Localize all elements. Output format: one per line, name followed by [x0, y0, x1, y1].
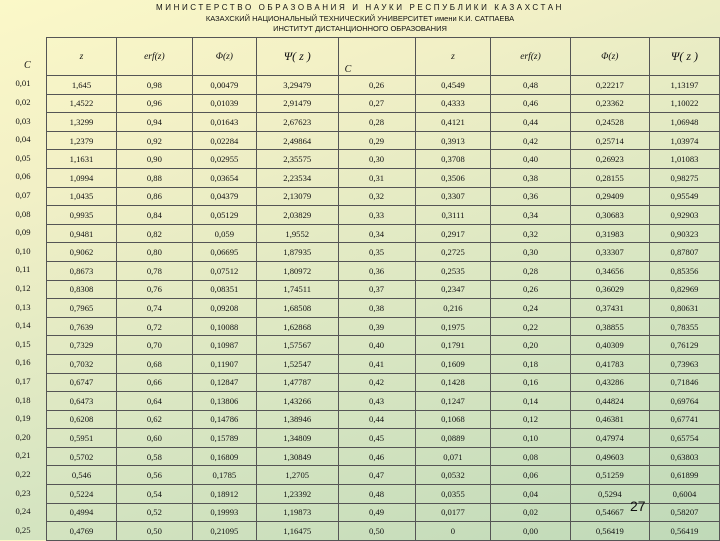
cell-phi2: 0,25714: [570, 131, 649, 150]
table-row: [47, 503, 720, 522]
cell-z: 0,5951: [47, 429, 117, 448]
c-value: 0,16: [15, 357, 31, 368]
cell-phi: 0,13806: [192, 392, 256, 411]
cell-psi: 1,68508: [256, 299, 338, 318]
cell-erf2: 0,10: [491, 429, 570, 448]
cell-erf: 0,92: [116, 131, 192, 150]
cell-z: 0,546: [47, 466, 117, 485]
cell-z: 1,0994: [47, 168, 117, 187]
cell-phi2: 0,43286: [570, 373, 649, 392]
cell-phi2: 0,37431: [570, 299, 649, 318]
cell-erf: 0,64: [116, 392, 192, 411]
cell-z2: 0,4549: [415, 76, 491, 95]
cell-c2: 0,39: [338, 317, 415, 336]
cell-phi: 0,07512: [192, 261, 256, 280]
cell-erf: 0,86: [116, 187, 192, 206]
table-row: [47, 410, 720, 429]
cell-psi2: 1,06948: [649, 113, 719, 132]
table-row: [47, 168, 720, 187]
cell-z2: 0: [415, 522, 491, 541]
cell-psi: 1,16475: [256, 522, 338, 541]
page-number: 27: [630, 498, 646, 514]
cell-erf2: 0,20: [491, 336, 570, 355]
cell-z: 1,645: [47, 76, 117, 95]
cell-phi2: 0,33307: [570, 243, 649, 262]
cell-z: 0,8308: [47, 280, 117, 299]
cell-psi2: 0,73963: [649, 354, 719, 373]
cell-erf2: 0,38: [491, 168, 570, 187]
cell-z2: 0,0889: [415, 429, 491, 448]
c-value: 0,21: [15, 450, 31, 461]
cell-psi: 1,19873: [256, 503, 338, 522]
table-row: [47, 187, 720, 206]
table-row: [47, 429, 720, 448]
cell-c2: 0,41: [338, 354, 415, 373]
cell-z2: 0,2725: [415, 243, 491, 262]
cell-c2: 0,28: [338, 113, 415, 132]
header-z-2: z: [415, 38, 491, 76]
cell-c2: 0,29: [338, 131, 415, 150]
c-value: 0,11: [15, 264, 31, 275]
cell-erf: 0,66: [116, 373, 192, 392]
cell-z2: 0,1791: [415, 336, 491, 355]
cell-c2: 0,43: [338, 392, 415, 411]
cell-psi2: 0,78355: [649, 317, 719, 336]
cell-phi: 0,10088: [192, 317, 256, 336]
header-psi-2: Ψ( z ): [649, 38, 719, 76]
cell-z: 0,7965: [47, 299, 117, 318]
cell-z: 0,9935: [47, 206, 117, 225]
table-row: [47, 224, 720, 243]
cell-z2: 0,0532: [415, 466, 491, 485]
cell-psi2: 1,03974: [649, 131, 719, 150]
cell-c2: 0,50: [338, 522, 415, 541]
cell-c2: 0,35: [338, 243, 415, 262]
cell-c2: 0,38: [338, 299, 415, 318]
institute-title: ИНСТИТУТ ДИСТАНЦИОННОГО ОБРАЗОВАНИЯ: [273, 24, 447, 33]
c-value: 0,08: [15, 208, 31, 219]
cell-z2: 0,2917: [415, 224, 491, 243]
cell-erf: 0,56: [116, 466, 192, 485]
cell-erf: 0,58: [116, 447, 192, 466]
cell-erf: 0,68: [116, 354, 192, 373]
cell-erf2: 0,12: [491, 410, 570, 429]
table-row: [47, 373, 720, 392]
cell-z2: 0,2347: [415, 280, 491, 299]
cell-erf2: 0,02: [491, 503, 570, 522]
cell-erf: 0,50: [116, 522, 192, 541]
cell-z: 1,4522: [47, 94, 117, 113]
header-psi: Ψ( z ): [256, 38, 338, 76]
cell-erf: 0,98: [116, 76, 192, 95]
cell-phi2: 0,5294: [570, 485, 649, 504]
cell-erf2: 0,48: [491, 76, 570, 95]
table-row: [47, 150, 720, 169]
cell-erf: 0,70: [116, 336, 192, 355]
cell-erf2: 0,14: [491, 392, 570, 411]
cell-psi2: 0,76129: [649, 336, 719, 355]
cell-psi2: 0,6004: [649, 485, 719, 504]
cell-phi: 0,18912: [192, 485, 256, 504]
cell-psi: 1,2705: [256, 466, 338, 485]
cell-psi: 1,34809: [256, 429, 338, 448]
cell-c2: 0,33: [338, 206, 415, 225]
cell-erf: 0,94: [116, 113, 192, 132]
cell-phi2: 0,56419: [570, 522, 649, 541]
cell-z2: 0,0177: [415, 503, 491, 522]
cell-z2: 0,3708: [415, 150, 491, 169]
function-table: [46, 37, 720, 541]
cell-psi: 1,62868: [256, 317, 338, 336]
cell-phi: 0,14786: [192, 410, 256, 429]
cell-psi2: 0,80631: [649, 299, 719, 318]
table-header-row: [47, 38, 720, 76]
cell-z2: 0,071: [415, 447, 491, 466]
cell-z2: 0,216: [415, 299, 491, 318]
cell-z: 1,2379: [47, 131, 117, 150]
table-row: [47, 206, 720, 225]
cell-z2: 0,3913: [415, 131, 491, 150]
c-value: 0,19: [15, 413, 31, 424]
cell-phi: 0,01643: [192, 113, 256, 132]
cell-c2: 0,26: [338, 76, 415, 95]
cell-psi2: 0,69764: [649, 392, 719, 411]
cell-psi2: 0,98275: [649, 168, 719, 187]
cell-erf: 0,76: [116, 280, 192, 299]
cell-phi2: 0,22217: [570, 76, 649, 95]
cell-z: 0,6473: [47, 392, 117, 411]
cell-psi: 2,35575: [256, 150, 338, 169]
cell-psi: 2,91479: [256, 94, 338, 113]
cell-phi: 0,08351: [192, 280, 256, 299]
cell-phi: 0,19993: [192, 503, 256, 522]
table-row: [47, 522, 720, 541]
cell-psi2: 0,65754: [649, 429, 719, 448]
cell-c2: 0,31: [338, 168, 415, 187]
cell-erf: 0,96: [116, 94, 192, 113]
table-row: [47, 317, 720, 336]
cell-erf: 0,62: [116, 410, 192, 429]
cell-psi2: 0,56419: [649, 522, 719, 541]
cell-z2: 0,3111: [415, 206, 491, 225]
cell-c2: 0,36: [338, 261, 415, 280]
cell-erf2: 0,06: [491, 466, 570, 485]
cell-phi: 0,00479: [192, 76, 256, 95]
cell-c2: 0,40: [338, 336, 415, 355]
cell-erf: 0,52: [116, 503, 192, 522]
cell-phi2: 0,49603: [570, 447, 649, 466]
cell-psi: 2,13079: [256, 187, 338, 206]
cell-erf: 0,80: [116, 243, 192, 262]
cell-z: 0,4994: [47, 503, 117, 522]
table-row: [47, 113, 720, 132]
cell-z2: 0,1068: [415, 410, 491, 429]
cell-erf2: 0,44: [491, 113, 570, 132]
cell-phi: 0,03654: [192, 168, 256, 187]
c-value: 0,02: [15, 96, 31, 107]
cell-erf2: 0,00: [491, 522, 570, 541]
cell-psi: 2,67623: [256, 113, 338, 132]
cell-psi: 1,52547: [256, 354, 338, 373]
table-row: [47, 299, 720, 318]
ministry-title: МИНИСТЕРСТВО ОБРАЗОВАНИЯ И НАУКИ РЕСПУБЛИКИ КАЗАХСТАН: [155, 3, 565, 12]
cell-phi2: 0,28155: [570, 168, 649, 187]
c-column-header: C: [24, 60, 31, 71]
cell-c2: 0,45: [338, 429, 415, 448]
table-row: [47, 336, 720, 355]
table-row: [47, 392, 720, 411]
table-row: [47, 466, 720, 485]
cell-z: 1,3299: [47, 113, 117, 132]
cell-phi2: 0,31983: [570, 224, 649, 243]
cell-psi: 1,38946: [256, 410, 338, 429]
cell-psi: 3,29479: [256, 76, 338, 95]
cell-z2: 0,4121: [415, 113, 491, 132]
cell-erf2: 0,46: [491, 94, 570, 113]
cell-psi2: 0,58207: [649, 503, 719, 522]
cell-phi: 0,05129: [192, 206, 256, 225]
cell-z: 0,6747: [47, 373, 117, 392]
cell-psi2: 0,61899: [649, 466, 719, 485]
cell-phi2: 0,54667: [570, 503, 649, 522]
c-value: 0,07: [15, 189, 31, 200]
cell-z: 0,7639: [47, 317, 117, 336]
cell-erf: 0,82: [116, 224, 192, 243]
cell-psi: 1,74511: [256, 280, 338, 299]
cell-z: 0,9062: [47, 243, 117, 262]
header-erf-2: erf(z): [491, 38, 570, 76]
cell-erf: 0,84: [116, 206, 192, 225]
c-value: 0,14: [15, 320, 31, 331]
c-value: 0,22: [15, 468, 31, 479]
cell-phi2: 0,41783: [570, 354, 649, 373]
cell-phi2: 0,34656: [570, 261, 649, 280]
cell-psi: 1,30849: [256, 447, 338, 466]
table-row: [47, 76, 720, 95]
cell-z2: 0,3506: [415, 168, 491, 187]
cell-c2: 0,49: [338, 503, 415, 522]
cell-erf2: 0,24: [491, 299, 570, 318]
cell-phi2: 0,24528: [570, 113, 649, 132]
cell-z2: 0,1247: [415, 392, 491, 411]
cell-phi2: 0,29409: [570, 187, 649, 206]
cell-erf2: 0,36: [491, 187, 570, 206]
cell-phi: 0,12847: [192, 373, 256, 392]
cell-erf2: 0,30: [491, 243, 570, 262]
cell-c2: 0,42: [338, 373, 415, 392]
header-phi-2: Φ(z): [570, 38, 649, 76]
cell-phi2: 0,36029: [570, 280, 649, 299]
header-phi: Φ(z): [192, 38, 256, 76]
cell-psi: 2,49864: [256, 131, 338, 150]
cell-z: 0,9481: [47, 224, 117, 243]
c-value: 0,18: [15, 394, 31, 405]
cell-phi: 0,16809: [192, 447, 256, 466]
cell-psi2: 0,92903: [649, 206, 719, 225]
cell-psi: 1,57567: [256, 336, 338, 355]
cell-phi2: 0,30683: [570, 206, 649, 225]
cell-erf2: 0,42: [491, 131, 570, 150]
c-value: 0,15: [15, 338, 31, 349]
cell-psi: 1,80972: [256, 261, 338, 280]
cell-z: 0,5224: [47, 485, 117, 504]
cell-z2: 0,0355: [415, 485, 491, 504]
cell-psi2: 1,13197: [649, 76, 719, 95]
cell-z2: 0,1975: [415, 317, 491, 336]
table-row: [47, 485, 720, 504]
cell-phi2: 0,40309: [570, 336, 649, 355]
cell-phi2: 0,26923: [570, 150, 649, 169]
cell-psi: 1,87935: [256, 243, 338, 262]
c-value: 0,24: [15, 506, 31, 517]
table-row: [47, 94, 720, 113]
cell-z2: 0,1609: [415, 354, 491, 373]
c-value: 0,17: [15, 375, 31, 386]
cell-erf2: 0,34: [491, 206, 570, 225]
table-row: [47, 280, 720, 299]
cell-z: 0,8673: [47, 261, 117, 280]
table-row: [47, 447, 720, 466]
cell-erf2: 0,08: [491, 447, 570, 466]
cell-psi2: 0,63803: [649, 447, 719, 466]
cell-phi2: 0,44824: [570, 392, 649, 411]
cell-psi2: 0,71846: [649, 373, 719, 392]
c-value: 0,05: [15, 152, 31, 163]
c-value: 0,01: [15, 78, 31, 89]
cell-phi: 0,11907: [192, 354, 256, 373]
cell-c2: 0,44: [338, 410, 415, 429]
table-row: [47, 243, 720, 262]
cell-psi2: 0,82969: [649, 280, 719, 299]
cell-erf2: 0,16: [491, 373, 570, 392]
cell-z: 1,0435: [47, 187, 117, 206]
c-column-left: [0, 37, 46, 540]
cell-c2: 0,47: [338, 466, 415, 485]
cell-phi: 0,04379: [192, 187, 256, 206]
cell-psi2: 1,01083: [649, 150, 719, 169]
c-value: 0,12: [15, 282, 31, 293]
cell-erf: 0,54: [116, 485, 192, 504]
table-row: [47, 131, 720, 150]
cell-psi2: 1,10022: [649, 94, 719, 113]
cell-c2: 0,37: [338, 280, 415, 299]
cell-psi: 2,03829: [256, 206, 338, 225]
cell-z2: 0,4333: [415, 94, 491, 113]
cell-erf2: 0,04: [491, 485, 570, 504]
cell-erf: 0,74: [116, 299, 192, 318]
cell-erf: 0,90: [116, 150, 192, 169]
cell-psi2: 0,90323: [649, 224, 719, 243]
cell-phi2: 0,51259: [570, 466, 649, 485]
header-c-2: C: [338, 38, 415, 76]
cell-phi2: 0,23362: [570, 94, 649, 113]
cell-psi2: 0,95549: [649, 187, 719, 206]
cell-z: 1,1631: [47, 150, 117, 169]
cell-psi: 2,23534: [256, 168, 338, 187]
cell-c2: 0,27: [338, 94, 415, 113]
cell-z: 0,5702: [47, 447, 117, 466]
cell-phi: 0,06695: [192, 243, 256, 262]
cell-erf2: 0,32: [491, 224, 570, 243]
cell-phi: 0,1785: [192, 466, 256, 485]
cell-erf: 0,88: [116, 168, 192, 187]
c-value: 0,09: [15, 227, 31, 238]
cell-erf: 0,78: [116, 261, 192, 280]
cell-erf2: 0,18: [491, 354, 570, 373]
cell-psi: 1,23392: [256, 485, 338, 504]
table-row: [47, 354, 720, 373]
c-value: 0,13: [15, 301, 31, 312]
cell-c2: 0,46: [338, 447, 415, 466]
c-value: 0,06: [15, 171, 31, 182]
cell-z2: 0,3307: [415, 187, 491, 206]
table-row: [47, 261, 720, 280]
c-value: 0,20: [15, 431, 31, 442]
cell-psi2: 0,85356: [649, 261, 719, 280]
cell-z: 0,7329: [47, 336, 117, 355]
cell-c2: 0,32: [338, 187, 415, 206]
cell-psi: 1,47787: [256, 373, 338, 392]
cell-z2: 0,2535: [415, 261, 491, 280]
cell-phi: 0,09208: [192, 299, 256, 318]
cell-erf: 0,72: [116, 317, 192, 336]
cell-psi2: 0,87807: [649, 243, 719, 262]
c-value: 0,25: [15, 524, 31, 535]
cell-c2: 0,48: [338, 485, 415, 504]
header-z: z: [47, 38, 117, 76]
cell-c2: 0,34: [338, 224, 415, 243]
cell-erf: 0,60: [116, 429, 192, 448]
university-title: КАЗАХСКИЙ НАЦИОНАЛЬНЫЙ ТЕХНИЧЕСКИЙ УНИВЕРСИТЕТ имени К.И. САТПАЕВА: [205, 14, 515, 23]
c-value: 0,23: [15, 487, 31, 498]
cell-erf2: 0,22: [491, 317, 570, 336]
cell-phi: 0,02284: [192, 131, 256, 150]
cell-phi: 0,01039: [192, 94, 256, 113]
cell-psi: 1,43266: [256, 392, 338, 411]
cell-z: 0,6208: [47, 410, 117, 429]
cell-phi: 0,15789: [192, 429, 256, 448]
c-value: 0,04: [15, 134, 31, 145]
cell-psi2: 0,67741: [649, 410, 719, 429]
c-value: 0,10: [15, 245, 31, 256]
cell-erf2: 0,28: [491, 261, 570, 280]
cell-phi2: 0,46381: [570, 410, 649, 429]
cell-z: 0,4769: [47, 522, 117, 541]
cell-z: 0,7032: [47, 354, 117, 373]
cell-phi2: 0,38855: [570, 317, 649, 336]
cell-z2: 0,1428: [415, 373, 491, 392]
c-value: 0,03: [15, 115, 31, 126]
cell-erf2: 0,26: [491, 280, 570, 299]
cell-erf2: 0,40: [491, 150, 570, 169]
header-erf: erf(z): [116, 38, 192, 76]
cell-c2: 0,30: [338, 150, 415, 169]
cell-phi: 0,059: [192, 224, 256, 243]
cell-psi: 1,9552: [256, 224, 338, 243]
cell-phi: 0,02955: [192, 150, 256, 169]
cell-phi: 0,10987: [192, 336, 256, 355]
cell-phi2: 0,47974: [570, 429, 649, 448]
cell-phi: 0,21095: [192, 522, 256, 541]
